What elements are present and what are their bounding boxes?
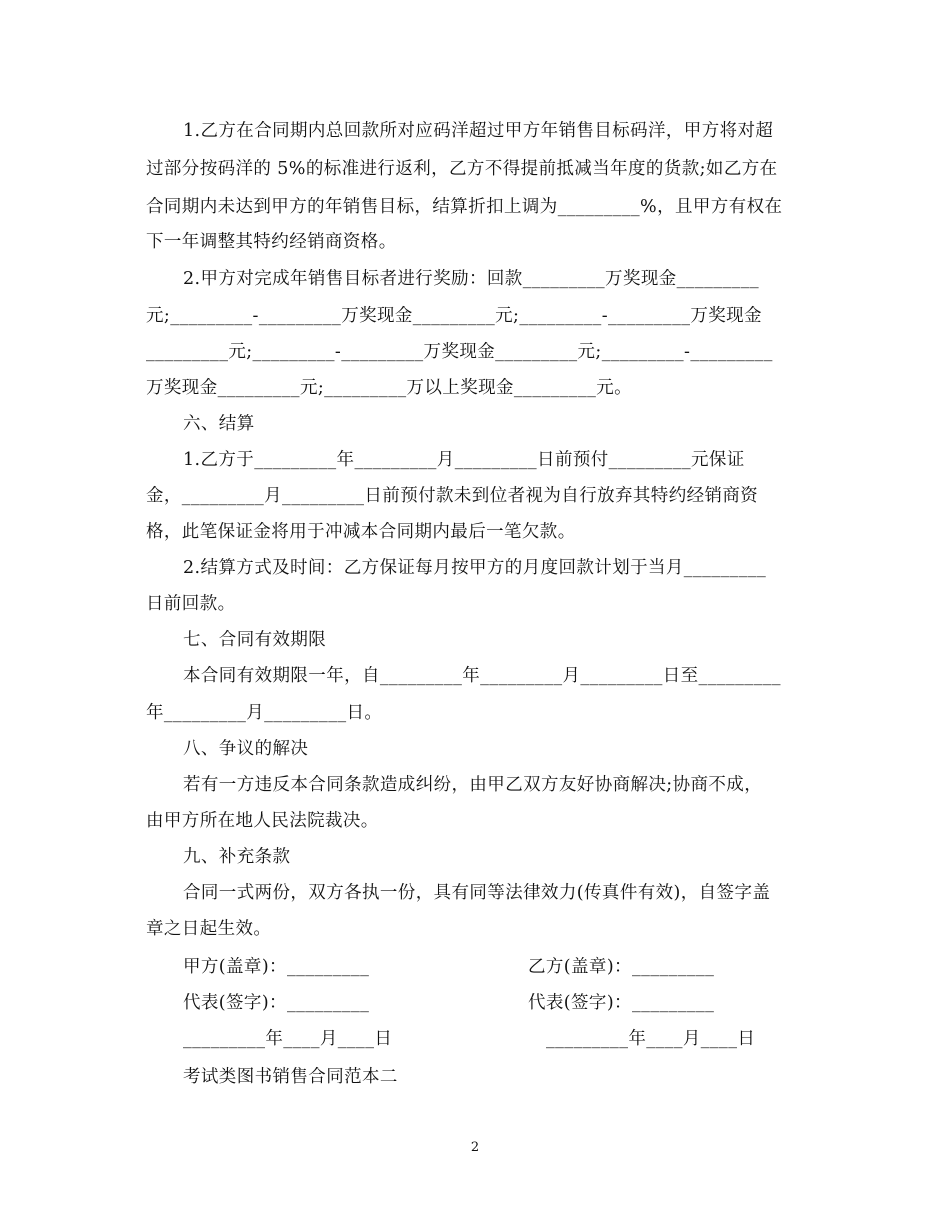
paragraph-line: 由甲方所在地人民法院裁决。: [146, 811, 379, 831]
paragraph-line: 万奖现金_________元;_________万以上奖现金_________元。: [146, 378, 633, 398]
paragraph-line: 过部分按码洋的 5%的标准进行返利，乙方不得提前抵减当年度的货款;如乙方在: [146, 159, 778, 179]
paragraph-line: 元;_________-_________万奖现金_________元;_________-_________万奖现金: [146, 306, 762, 326]
party-b-representative: 代表(签字)：_________: [528, 993, 715, 1013]
section-heading: 七、合同有效期限: [183, 630, 327, 650]
party-a-representative: 代表(签字)：_________: [183, 993, 370, 1013]
paragraph-line: 1.乙方于_________年_________月_________日前预付_________元保证: [183, 450, 745, 470]
paragraph-line: 合同一式两份，双方各执一份，具有同等法律效力(传真件有效)，自签字盖: [183, 883, 771, 903]
paragraph-line: 格，此笔保证金将用于冲减本合同期内最后一笔欠款。: [146, 522, 576, 542]
paragraph-line: 2.甲方对完成年销售目标者进行奖励：回款_________万奖现金_________: [183, 269, 759, 289]
section-heading: 六、结算: [183, 414, 255, 434]
paragraph-line: 若有一方违反本合同条款造成纠纷，由甲乙双方友好协商解决;协商不成，: [183, 775, 763, 795]
paragraph-line: 年_________月_________日。: [146, 703, 383, 723]
next-contract-title: 考试类图书销售合同范本二: [183, 1067, 398, 1087]
paragraph-line: 本合同有效期限一年，自_________年_________月_________日至_________: [183, 666, 781, 686]
party-a-seal: 甲方(盖章)：_________: [183, 957, 370, 977]
party-b-date: _________年____月____日: [546, 1029, 756, 1049]
paragraph-line: _________元;_________-_________万奖现金_________元;_________-_________: [146, 342, 773, 362]
paragraph-line: 2.结算方式及时间：乙方保证每月按甲方的月度回款计划于当月_________: [183, 558, 767, 578]
section-heading: 九、补充条款: [183, 847, 291, 867]
paragraph-line: 下一年调整其特约经销商资格。: [146, 232, 397, 252]
party-b-seal: 乙方(盖章)：_________: [528, 957, 715, 977]
paragraph-line: 章之日起生效。: [146, 919, 272, 939]
paragraph-line: 合同期内未达到甲方的年销售目标，结算折扣上调为_________%，且甲方有权在: [146, 197, 783, 217]
paragraph-line: 日前回款。: [146, 594, 236, 614]
paragraph-line: 1.乙方在合同期内总回款所对应码洋超过甲方年销售目标码洋，甲方将对超: [183, 121, 774, 141]
page-number: 2: [470, 1140, 480, 1155]
paragraph-line: 金，_________月_________日前预付款未到位者视为自行放弃其特约经销商资: [146, 486, 759, 506]
section-heading: 八、争议的解决: [183, 739, 309, 759]
party-a-date: _________年____月____日: [183, 1029, 393, 1049]
